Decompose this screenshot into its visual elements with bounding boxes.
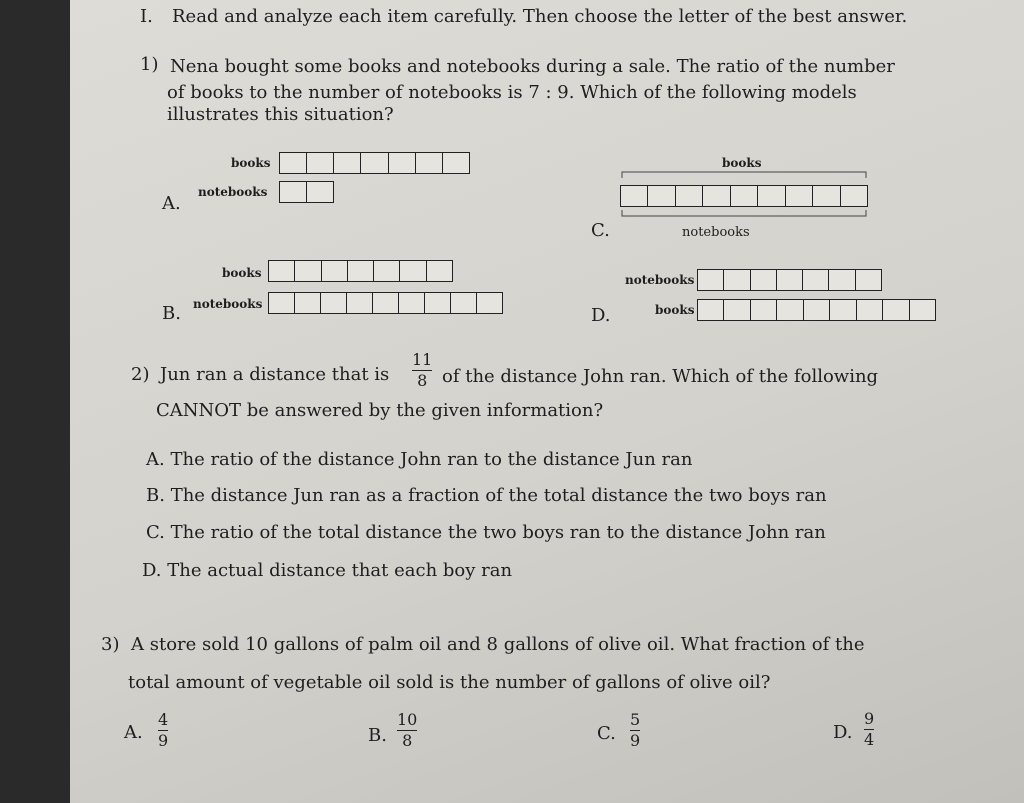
q3-option-b-fraction[interactable] bbox=[397, 712, 417, 749]
q2-option-b-text: The distance Jun ran as a fraction of the total distance the two boys ran bbox=[170, 485, 827, 506]
q3-option-d-denominator: 4 bbox=[864, 730, 875, 750]
q1d-books-bar bbox=[697, 299, 936, 321]
q1-option-a-letter[interactable]: A. bbox=[162, 193, 181, 214]
q3-option-b-letter[interactable]: B. bbox=[368, 725, 387, 746]
q1c-notebooks-label: notebooks bbox=[682, 225, 750, 240]
q1d-notebooks-bar bbox=[697, 269, 882, 291]
q3-option-b-numerator: 10 bbox=[397, 710, 418, 729]
q1-number: 1) bbox=[140, 54, 159, 75]
q1a-books-label: books bbox=[231, 156, 271, 170]
q1d-books-label: books bbox=[655, 303, 695, 317]
q1b-notebooks-bar bbox=[268, 292, 503, 314]
q1a-notebooks-label: notebooks bbox=[198, 185, 268, 199]
q3-option-d-fraction[interactable] bbox=[864, 711, 874, 748]
q2-fraction-numerator: 11 bbox=[412, 350, 433, 369]
q1b-notebooks-label: notebooks bbox=[193, 297, 263, 311]
q3-option-a-letter[interactable]: A. bbox=[124, 722, 143, 743]
q2-text-before: Jun ran a distance that is bbox=[160, 364, 390, 385]
q3-option-c-denominator: 9 bbox=[630, 731, 641, 751]
instructions-text: Read and analyze each item carefully. Then choose the letter of the best answer. bbox=[172, 6, 908, 27]
q3-option-c-numerator: 5 bbox=[630, 710, 641, 729]
q2-option-a-text: The ratio of the distance John ran to the distance Jun ran bbox=[170, 449, 693, 470]
q2-option-a[interactable] bbox=[146, 451, 692, 469]
q2-fraction bbox=[412, 352, 432, 389]
q3-option-a-denominator: 9 bbox=[158, 731, 169, 751]
q1a-notebooks-bar bbox=[279, 181, 334, 203]
q2-option-c-letter: C. bbox=[146, 522, 165, 543]
q1a-books-bar bbox=[279, 152, 470, 174]
q3-option-a-numerator: 4 bbox=[158, 710, 169, 729]
q1-line-1: Nena bought some books and notebooks during a sale. The ratio of the number bbox=[170, 56, 895, 77]
q2-option-d-letter: D. bbox=[142, 560, 162, 581]
q3-option-c-letter[interactable]: C. bbox=[597, 723, 616, 744]
q1-option-d-letter[interactable]: D. bbox=[591, 305, 611, 326]
q2-option-c-text: The ratio of the total distance the two boys ran to the distance John ran bbox=[170, 522, 826, 543]
q1b-books-label: books bbox=[222, 266, 262, 280]
section-number: I. bbox=[140, 6, 153, 27]
q2-text-after: of the distance John ran. Which of the following bbox=[442, 366, 879, 387]
q2-option-d-text: The actual distance that each boy ran bbox=[167, 560, 513, 581]
q3-option-a-fraction[interactable] bbox=[158, 712, 168, 749]
q2-option-d[interactable] bbox=[142, 562, 512, 580]
q1-option-c-letter[interactable]: C. bbox=[591, 220, 610, 241]
q2-line-2: CANNOT be answered by the given information? bbox=[156, 400, 604, 421]
q2-option-b-letter: B. bbox=[146, 485, 165, 506]
q2-option-b[interactable] bbox=[146, 487, 827, 505]
q1-option-b-letter[interactable]: B. bbox=[162, 303, 181, 324]
q3-option-c-fraction[interactable] bbox=[630, 712, 640, 749]
q3-line-2: total amount of vegetable oil sold is the number of gallons of olive oil? bbox=[128, 672, 771, 693]
q1c-books-label: books bbox=[722, 156, 762, 170]
q2-fraction-denominator: 8 bbox=[417, 371, 428, 391]
q1-line-2: of books to the number of notebooks is 7 : 9. Which of the following models bbox=[167, 82, 857, 103]
q1c-bar bbox=[620, 185, 868, 207]
q1-line-3: illustrates this situation? bbox=[167, 104, 394, 125]
q3-line-1: A store sold 10 gallons of palm oil and 8 gallons of olive oil. What fraction of the bbox=[131, 634, 865, 655]
q1b-books-bar bbox=[268, 260, 453, 282]
q2-option-a-letter: A. bbox=[146, 449, 165, 470]
q3-option-b-denominator: 8 bbox=[402, 731, 413, 751]
q3-option-d-letter[interactable]: D. bbox=[833, 722, 853, 743]
q1d-notebooks-label: notebooks bbox=[625, 273, 695, 287]
q3-number: 3) bbox=[101, 634, 120, 655]
q2-number: 2) bbox=[131, 364, 150, 385]
q2-option-c[interactable] bbox=[146, 524, 826, 542]
q3-option-d-numerator: 9 bbox=[864, 709, 875, 728]
